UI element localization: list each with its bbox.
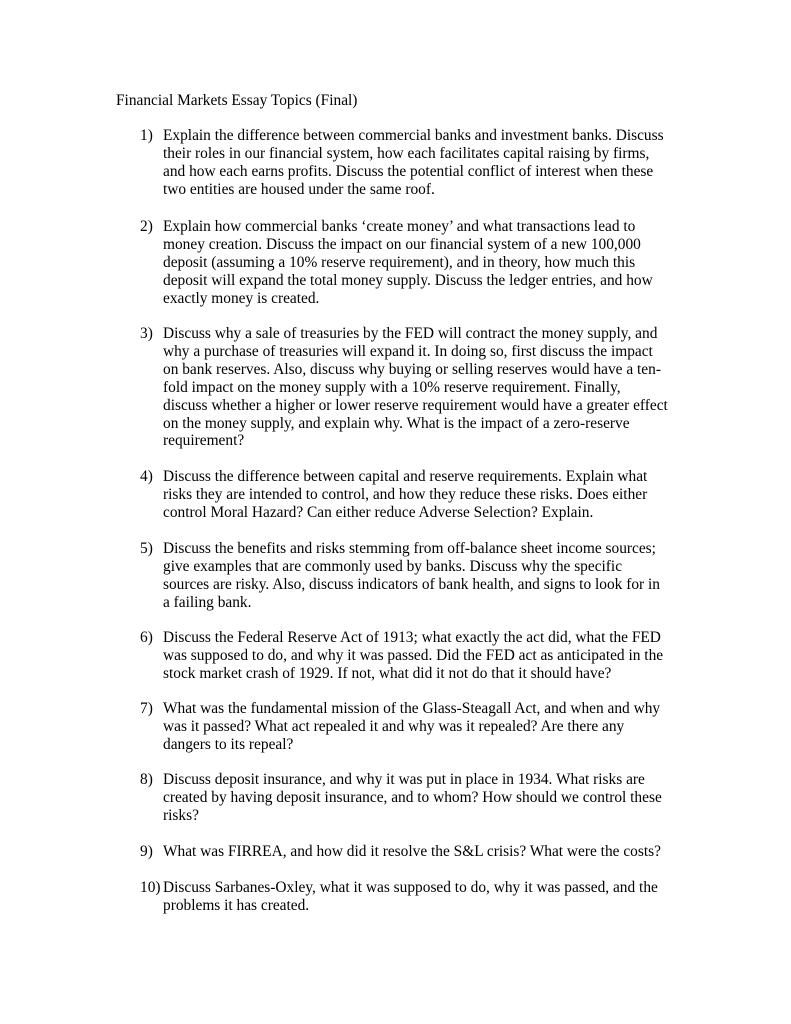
topic-line: discuss whether a higher or lower reserve requirement would have a greater effect [163, 396, 668, 414]
topic-text [163, 771, 683, 825]
topic-line: give examples that are commonly used by banks. Discuss why the specific [163, 557, 623, 575]
topic-number: 8) [140, 771, 153, 788]
topic-text [163, 218, 683, 308]
topic-line: What was FIRREA, and how did it resolve the S&L crisis? What were the costs? [163, 843, 661, 860]
topic-number: 7) [140, 700, 153, 717]
topic-line: What was the fundamental mission of the Glass-Steagall Act, and when and why [163, 700, 661, 717]
topic-line: on bank reserves. Also, discuss why buying or selling reserves would have a ten- [163, 360, 661, 378]
topic-line: money creation. Discuss the impact on our financial system of a new 100,000 [163, 235, 641, 253]
topic-line: requirement? [163, 432, 245, 450]
topic-line: and how each earns profits. Discuss the potential conflict of interest when these [163, 162, 654, 180]
topic-line: was it passed? What act repealed it and why was it repealed? Are there any [163, 717, 625, 735]
topic-number: 3) [140, 325, 153, 342]
topic-line: deposit will expand the total money supply. Discuss the ledger entries, and how [163, 271, 653, 289]
topic-line: was supposed to do, and why it was passed. Did the FED act as anticipated in the [163, 646, 664, 664]
topic-line: two entities are housed under the same roof. [163, 180, 435, 198]
topic-line: risks they are intended to control, and how they reduce these risks. Does either [163, 485, 648, 503]
topic-text [163, 843, 683, 861]
topic-line: Discuss deposit insurance, and why it was put in place in 1934. What risks are [163, 771, 645, 788]
topic-text [163, 700, 683, 754]
topic-line: risks? [163, 806, 199, 824]
topic-line: dangers to its repeal? [163, 735, 294, 753]
topic-text [163, 468, 683, 522]
topic-number: 2) [140, 218, 153, 235]
topic-line: Discuss the benefits and risks stemming from off-balance sheet income sources; [163, 540, 656, 557]
topic-line: Explain how commercial banks ‘create money’ and what transactions lead to [163, 218, 636, 235]
topic-text [163, 629, 683, 683]
topic-number: 5) [140, 540, 153, 557]
topic-line: Discuss why a sale of treasuries by the FED will contract the money supply, and [163, 325, 658, 342]
topic-text [163, 540, 683, 612]
topic-line: Explain the difference between commercial banks and investment banks. Discuss [163, 127, 664, 144]
topic-line: control Moral Hazard? Can either reduce Adverse Selection? Explain. [163, 503, 594, 521]
topic-number: 9) [140, 843, 153, 860]
topic-number: 6) [140, 629, 153, 646]
topic-text [163, 127, 683, 199]
topic-line: Discuss Sarbanes-Oxley, what it was supposed to do, why it was passed, and the [163, 879, 658, 896]
topic-text [163, 879, 683, 915]
topic-line: fold impact on the money supply with a 10% reserve requirement. Finally, [163, 378, 621, 396]
topic-line: on the money supply, and explain why. What is the impact of a zero-reserve [163, 414, 630, 432]
topic-line: deposit (assuming a 10% reserve requirement), and in theory, how much this [163, 253, 636, 271]
topic-line: Discuss the Federal Reserve Act of 1913; what exactly the act did, what the FED [163, 629, 661, 646]
topic-line: a failing bank. [163, 593, 252, 611]
topic-number: 4) [140, 468, 153, 485]
topic-line: stock market crash of 1929. If not, what did it not do that it should have? [163, 664, 612, 682]
topic-line: their roles in our financial system, how each facilitates capital raising by firms, [163, 144, 650, 162]
topic-number: 1) [140, 127, 153, 144]
topic-line: why a purchase of treasuries will expand it. In doing so, first discuss the impact [163, 342, 653, 360]
topic-line: Discuss the difference between capital and reserve requirements. Explain what [163, 468, 648, 485]
topic-line: sources are risky. Also, discuss indicators of bank health, and signs to look for in [163, 575, 660, 593]
topic-line: problems it has created. [163, 896, 310, 914]
document-title: Financial Markets Essay Topics (Final) [116, 92, 358, 109]
topic-number: 10) [140, 879, 161, 896]
topic-line: exactly money is created. [163, 289, 320, 307]
topic-text [163, 325, 683, 450]
topic-line: created by having deposit insurance, and to whom? How should we control these [163, 788, 662, 806]
